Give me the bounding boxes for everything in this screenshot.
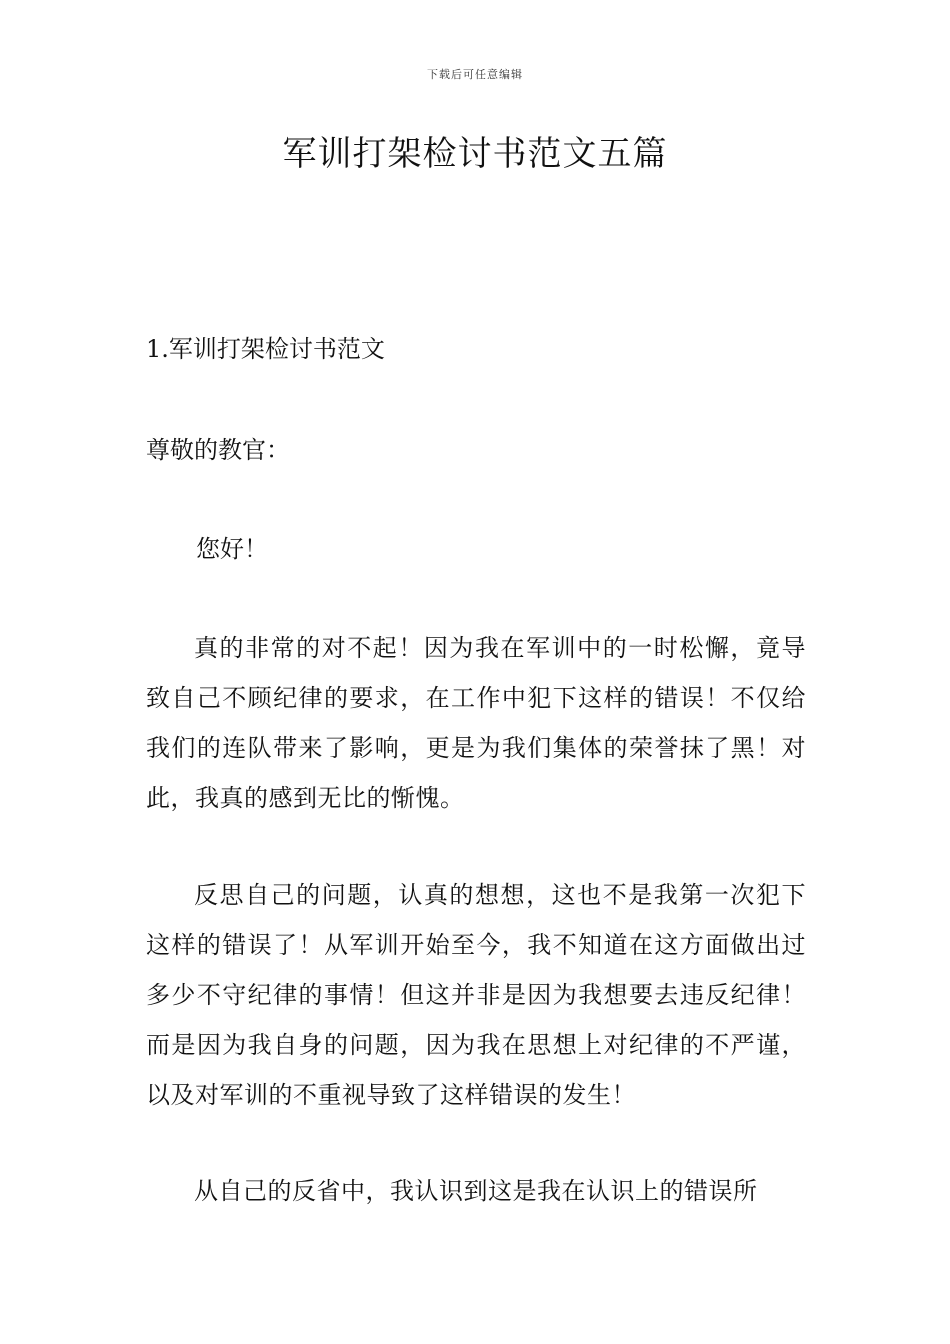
header-note: 下载后可任意编辑 (427, 68, 523, 81)
paragraph-2: 反思自己的问题，认真的想想，这也不是我第一次犯下这样的错误了！从军训开始至今，我不知道在这方面做出过多少不守纪律的事情！但这并非是因为我想要去违反纪律！而是因为我自身的问题，因为我在思想上对纪律的不严谨，以及对军训的不重视导致了这样错误的发生！ (146, 881, 806, 1109)
salutation: 尊敬的教官： (146, 436, 290, 464)
paragraph-1: 真的非常的对不起！因为我在军训中的一时松懈，竟导致自己不顾纪律的要求，在工作中犯下这样的错误！不仅给我们的连队带来了影响，更是为我们集体的荣誉抹了黑！对此，我真的感到无比的惭愧。 (146, 634, 806, 812)
section-heading: 1.军训打架检讨书范文 (146, 335, 385, 363)
greeting: 您好！ (196, 535, 268, 563)
document-title: 军训打架检讨书范文五篇 (282, 134, 668, 174)
paragraph-3: 从自己的反省中，我认识到这是我在认识上的错误所 (194, 1177, 758, 1205)
